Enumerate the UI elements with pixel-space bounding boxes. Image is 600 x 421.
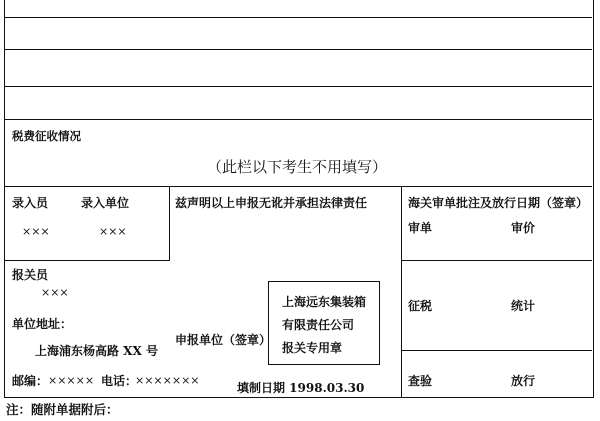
postcode-label: 邮编： [12,374,49,388]
phone-label: 电话： [101,374,138,388]
entry-clerk-label: 录入员 [12,196,49,210]
release-label: 放行 [511,374,536,388]
footnote: 注：随附单据附后： [6,402,119,417]
tax-section-title: 税费征收情况 [12,129,81,143]
declaration-statement: 兹声明以上申报无讹并承担法律责任 [175,196,368,210]
phone-value: ××××××× [135,374,200,387]
entry-clerk-value: ××× [22,225,50,238]
declarer-label: 报关员 [12,268,49,282]
address-value: 上海浦东杨高路 XX 号 [35,344,158,358]
column-divider [401,186,402,398]
row-divider [401,350,592,351]
customs-approval-title: 海关审单批注及放行日期（签章） [408,196,589,210]
column-divider [169,186,170,260]
row-divider [5,49,592,50]
entry-unit-label: 录入单位 [81,196,130,210]
postcode-value: ××××× [48,374,95,387]
row-divider [5,86,592,87]
stamp-line-1: 上海远东集装箱 [282,295,367,309]
declaring-unit-label: 申报单位（签章） [175,333,272,347]
stamp-line-3: 报关专用章 [282,341,343,355]
tax-section-note: （此栏以下考生不用填写） [207,158,388,176]
row-divider [5,17,592,18]
inspection-label: 查验 [408,374,433,388]
entry-unit-value: ××× [99,225,127,238]
tax-label: 征税 [408,299,433,313]
row-divider [5,260,170,261]
row-divider [5,119,592,120]
row-divider [5,186,592,187]
address-label: 单位地址： [12,317,73,331]
company-stamp [268,281,380,365]
review-label: 审单 [408,221,433,235]
fill-date: 填制日期 1998.03.30 [237,381,365,395]
price-review-label: 审价 [511,221,536,235]
row-divider [401,260,592,261]
declarer-value: ××× [41,286,69,299]
statistics-label: 统计 [511,299,536,313]
stamp-line-2: 有限责任公司 [282,318,355,332]
